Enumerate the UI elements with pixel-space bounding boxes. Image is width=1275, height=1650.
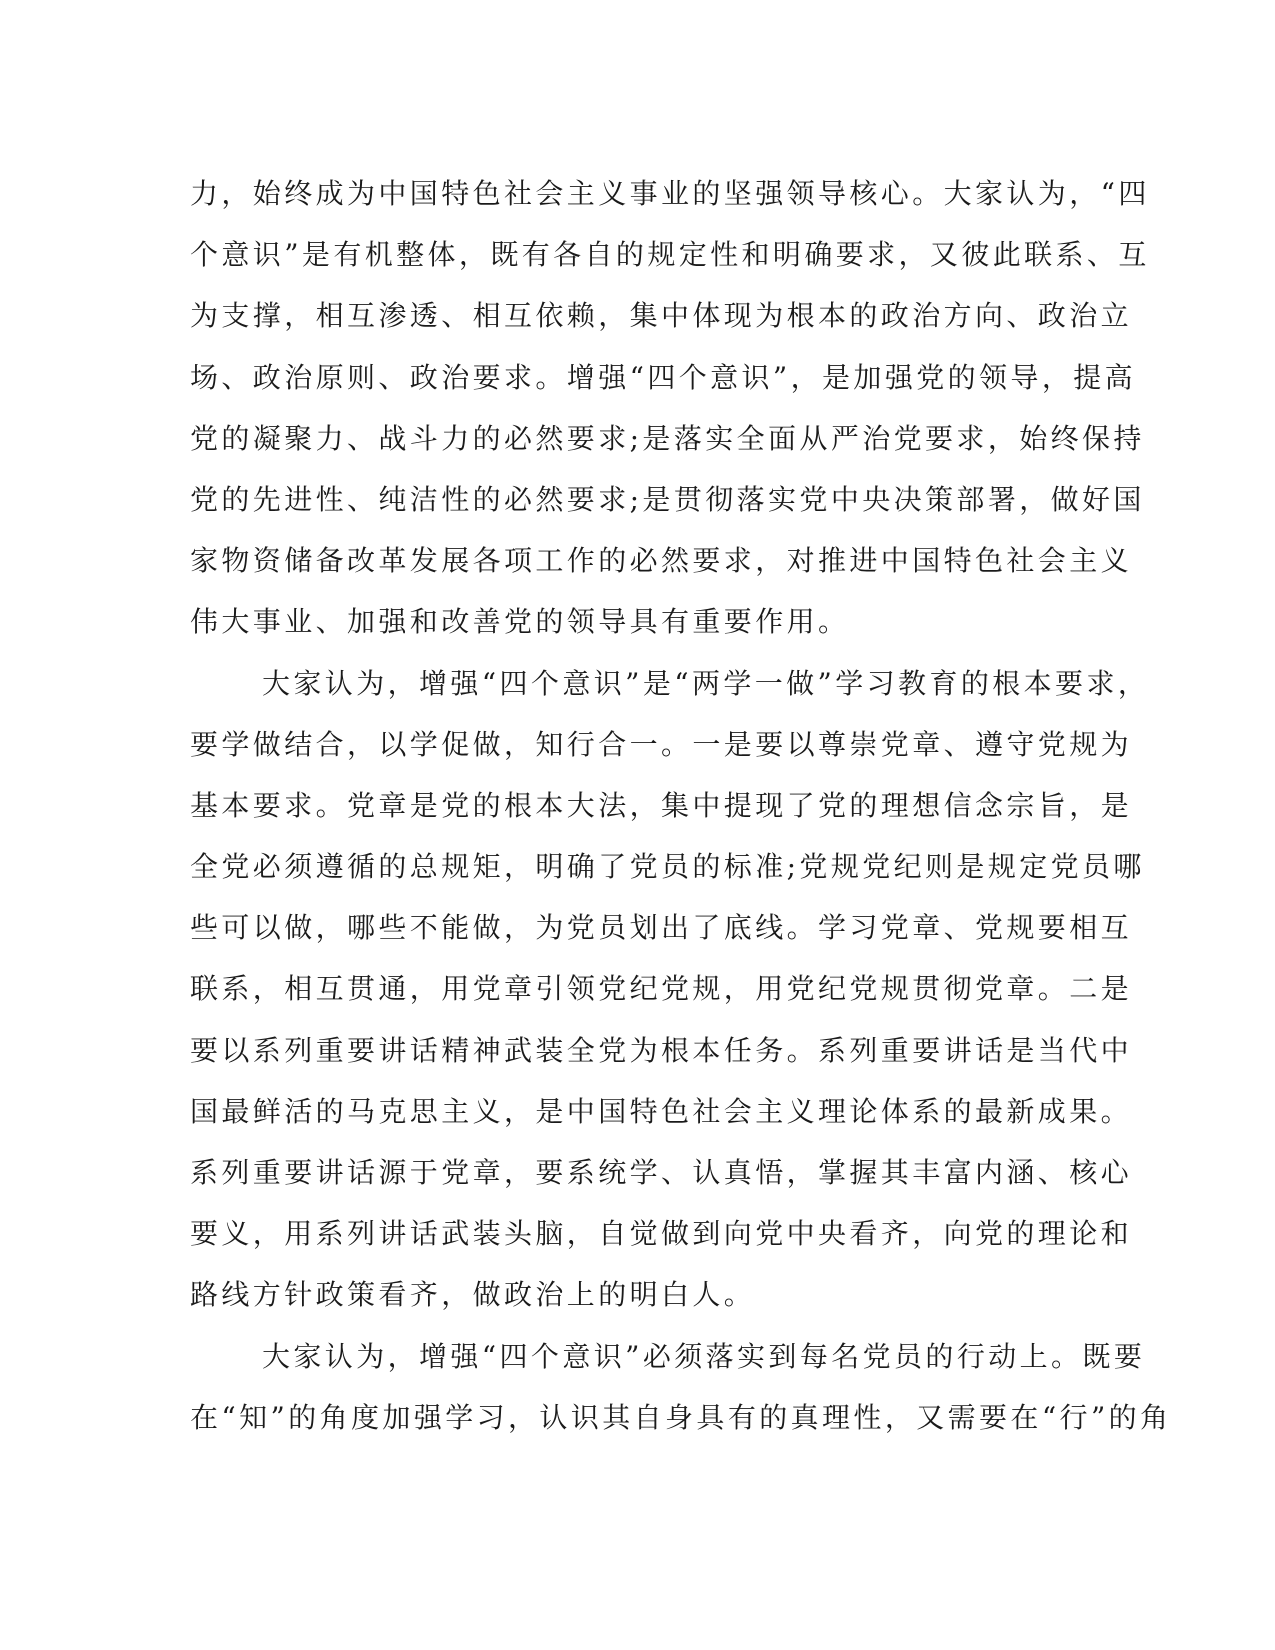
- text-line: 在“知”的角度加强学习，认识其自身具有的真理性，又需要在“行”的角: [190, 1400, 1172, 1434]
- text-line: 要义，用系列讲话武装头脑，自觉做到向党中央看齐，向党的理论和: [190, 1217, 1133, 1251]
- body-text: [190, 163, 1172, 1448]
- text-line: 路线方针政策看齐，做政治上的明白人。: [190, 1278, 756, 1312]
- text-line: 系列重要讲话源于党章，要系统学、认真悟，掌握其丰富内涵、核心: [190, 1156, 1133, 1189]
- text-line: 要学做结合，以学促做，知行合一。一是要以尊崇党章、遵守党规为: [190, 727, 1133, 761]
- text-line: 党的先进性、纯洁性的必然要求;是贯彻落实党中央决策部署，做好国: [190, 482, 1145, 516]
- text-line: 国最鲜活的马克思主义，是中国特色社会主义理论体系的最新成果。: [190, 1094, 1133, 1128]
- text-line: 全党必须遵循的总规矩，明确了党员的标准;党规党纪则是规定党员哪: [190, 850, 1145, 884]
- text-line: 伟大事业、加强和改善党的领导具有重要作用。: [190, 605, 850, 639]
- text-line: 些可以做，哪些不能做，为党员划出了底线。学习党章、党规要相互: [190, 911, 1133, 945]
- text-line: 家物资储备改革发展各项工作的必然要求，对推进中国特色社会主义: [190, 544, 1133, 578]
- text-line: 要以系列重要讲话精神武装全党为根本任务。系列重要讲话是当代中: [190, 1033, 1133, 1067]
- text-line: 基本要求。党章是党的根本大法，集中提现了党的理想信念宗旨，是: [190, 788, 1133, 822]
- text-line: 场、政治原则、政治要求。增强“四个意识”，是加强党的领导，提高: [190, 360, 1137, 394]
- text-line: 个意识”是有机整体，既有各自的规定性和明确要求，又彼此联系、互: [190, 238, 1150, 272]
- text-line: 党的凝聚力、战斗力的必然要求;是落实全面从严治党要求，始终保持: [190, 421, 1145, 455]
- paragraph-first-line: 大家认为，增强“四个意识”是“两学一做”学习教育的根本要求，: [262, 666, 1150, 700]
- text-line: 联系，相互贯通，用党章引领党纪党规，用党纪党规贯彻党章。二是: [190, 972, 1133, 1006]
- text-line: 为支撑，相互渗透、相互依赖，集中体现为根本的政治方向、政治立: [190, 299, 1133, 333]
- text-line: 力，始终成为中国特色社会主义事业的坚强领导核心。大家认为，“四: [190, 177, 1150, 210]
- paragraph-first-line: 大家认为，增强“四个意识”必须落实到每名党员的行动上。既要: [262, 1339, 1146, 1373]
